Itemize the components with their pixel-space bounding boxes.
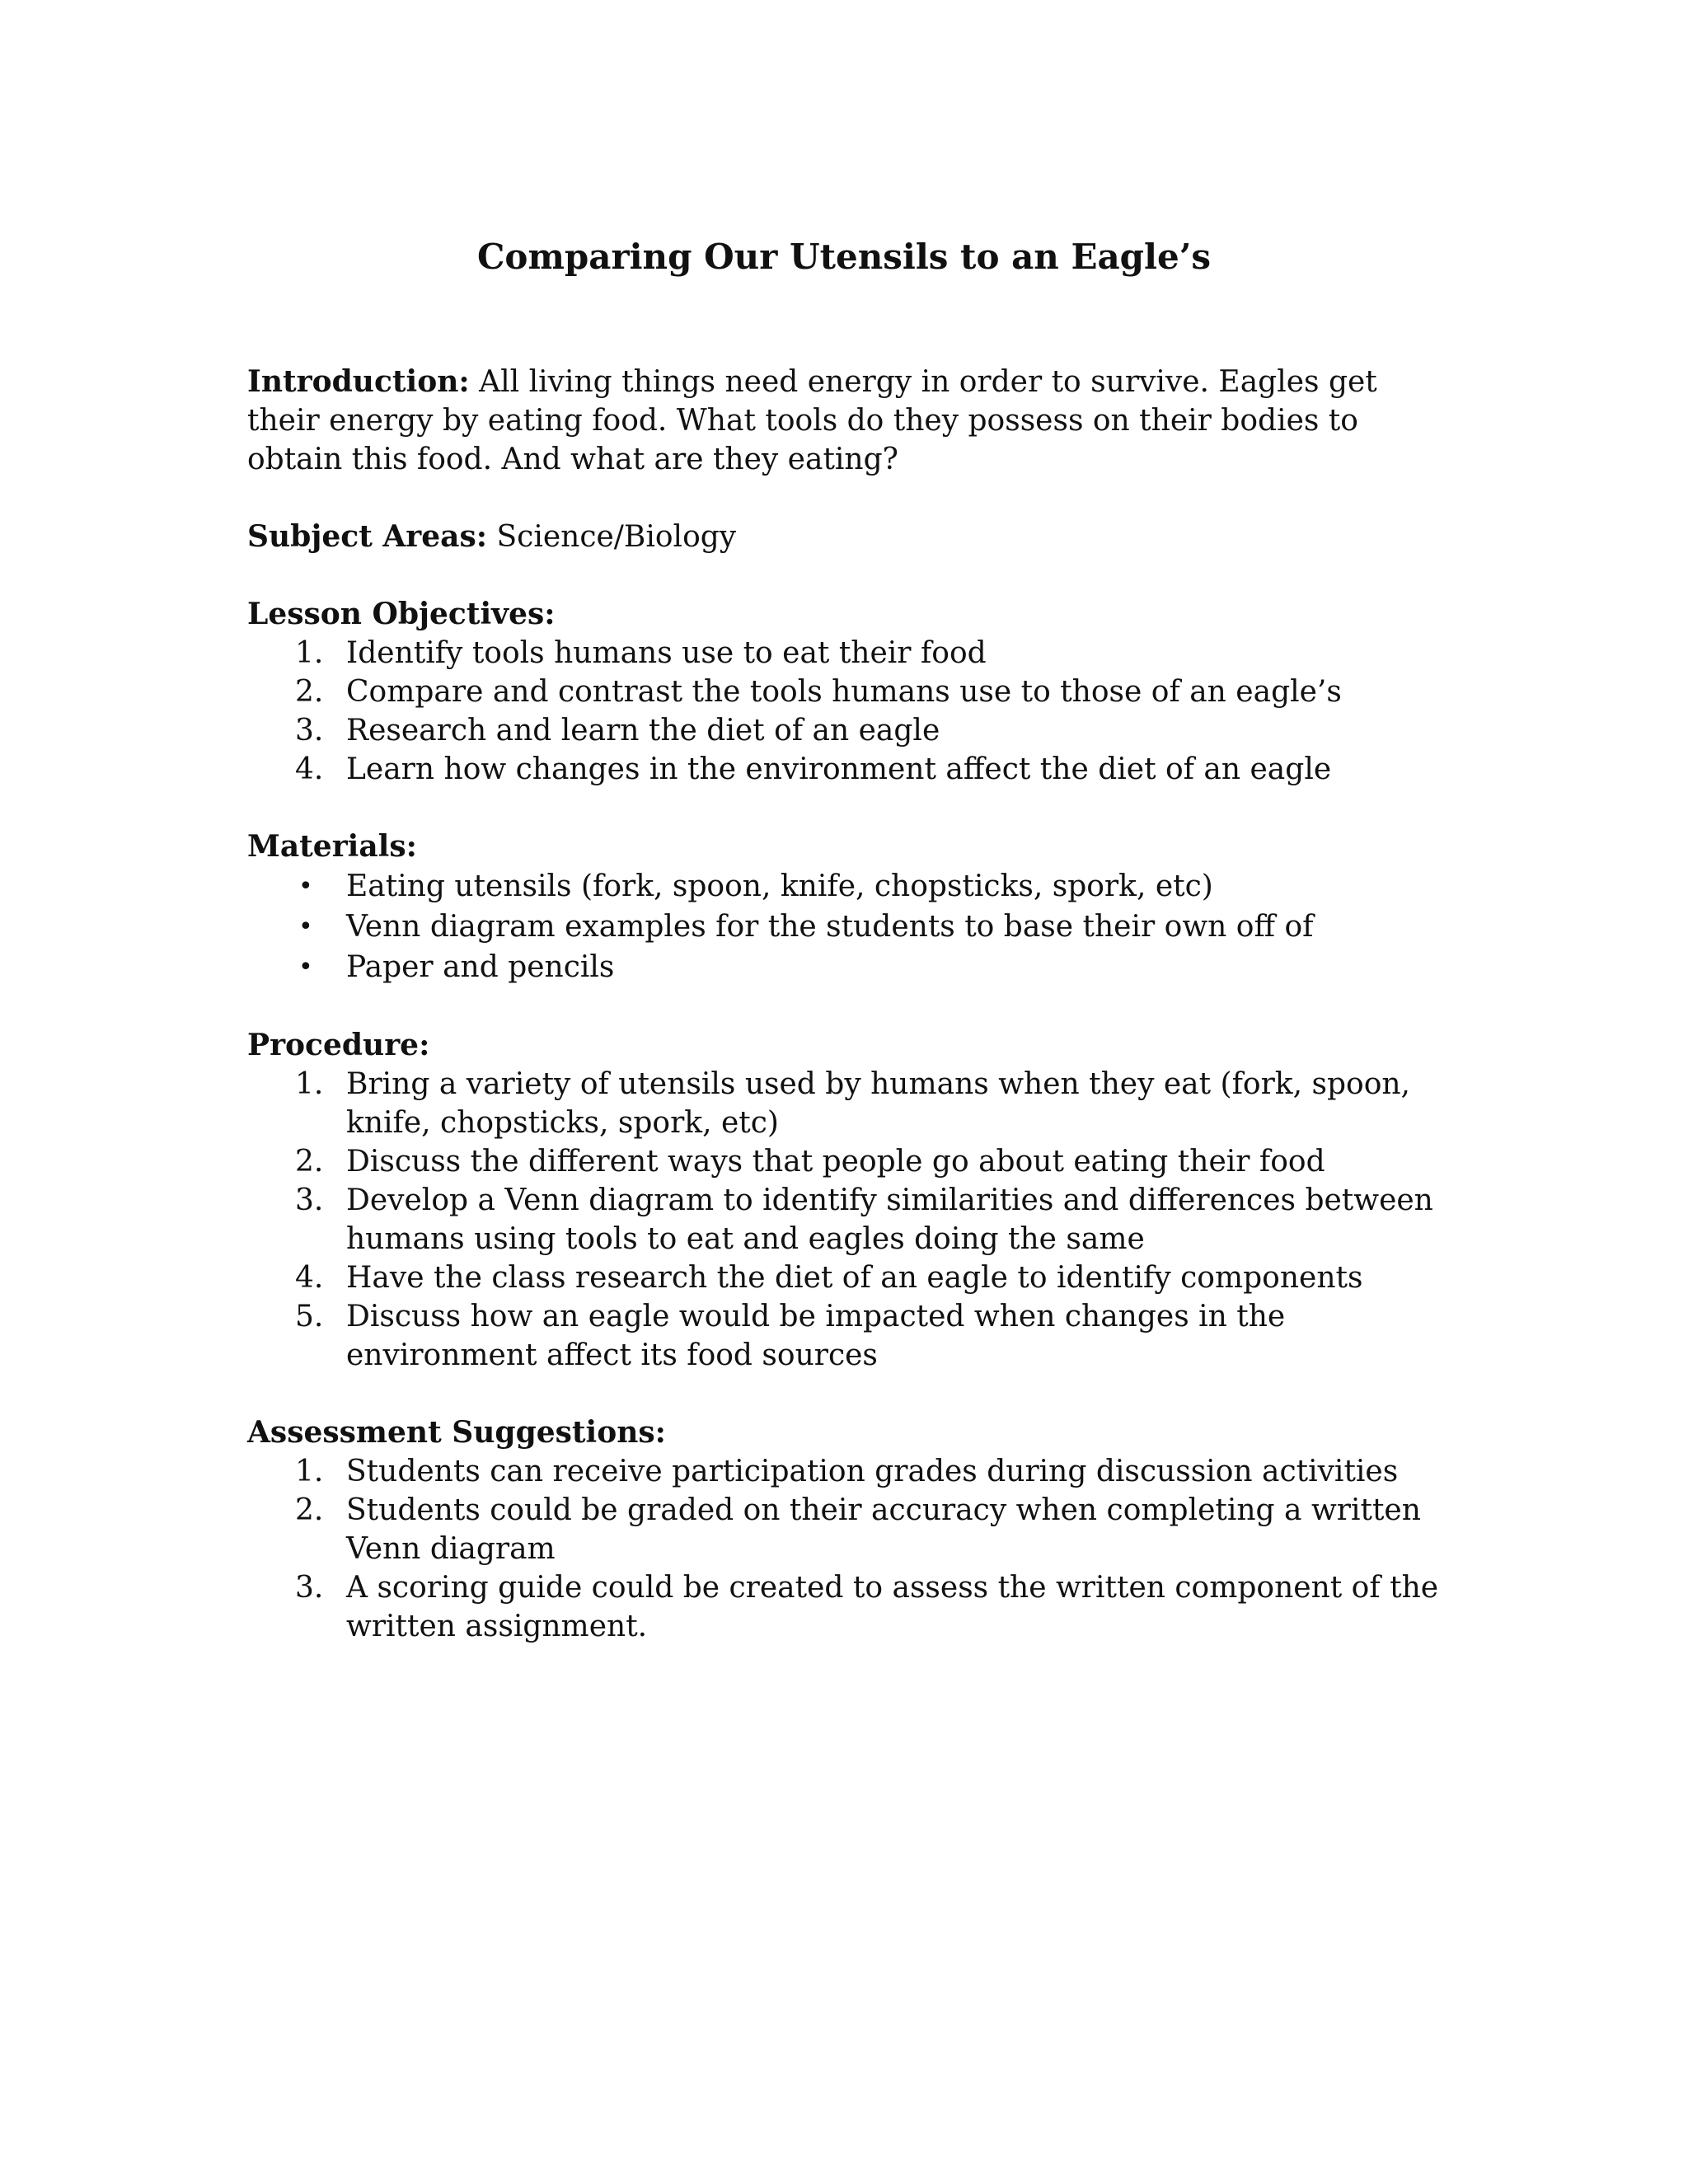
assessment-list [247,1452,1442,1646]
list-number: 2. [295,675,324,709]
lesson-objectives-heading: Lesson Objectives: [247,597,556,631]
list-item [247,1142,1442,1181]
procedure-list [247,1065,1442,1375]
list-number: 4. [295,752,324,786]
document-title: Comparing Our Utensils to an Eagle’s [477,237,1211,277]
subject-areas-label: Subject Areas: [247,519,488,554]
lesson-objectives-section [247,595,1442,789]
list-item-text: Bring a variety of utensils used by humans when they eat (fork, spoon, knife, chopsticks, spork, etc) [346,1067,1410,1140]
list-number: 5. [295,1300,324,1333]
materials-section [247,827,1442,987]
list-item-text: Research and learn the diet of an eagle [346,714,940,748]
materials-heading: Materials: [247,829,417,864]
bullet-icon: • [298,912,313,941]
list-item [247,750,1442,789]
list-item [247,711,1442,750]
list-item [247,1258,1442,1297]
list-item [247,1568,1442,1646]
document-body [247,363,1442,1646]
introduction-paragraph [247,363,1442,479]
list-item-text: Venn diagram examples for the students to base their own off of [346,910,1314,944]
list-item [247,1452,1442,1491]
list-item-text: Eating utensils (fork, spoon, knife, chopsticks, spork, etc) [346,869,1213,903]
subject-areas-paragraph [247,518,1442,556]
list-item [247,634,1442,673]
list-item [247,1065,1442,1142]
subject-areas-text: Science/Biology [487,520,737,554]
list-item-text: Identify tools humans use to eat their food [346,636,987,670]
list-number: 1. [295,1455,324,1488]
list-item [247,1491,1442,1568]
list-item-text: Students could be graded on their accuracy when completing a written Venn diagram [346,1493,1421,1566]
list-item [247,1297,1442,1375]
introduction-text: All living things need energy in order to survive. Eagles get their energy by eating food. What tools do they possess on their bodies to obtain this food. And what are they eating? [247,365,1377,476]
lesson-objectives-list [247,634,1442,789]
list-item-text: Develop a Venn diagram to identify similarities and differences between humans using tools to eat and eagles doing the same [346,1183,1433,1256]
list-item [247,1181,1442,1258]
procedure-section [247,1026,1442,1375]
list-number: 3. [295,714,324,748]
list-item-text: A scoring guide could be created to assess the written component of the written assignment. [346,1571,1439,1643]
list-number: 3. [295,1571,324,1605]
list-number: 1. [295,636,324,670]
list-number: 4. [295,1261,324,1295]
list-item-text: Have the class research the diet of an eagle to identify components [346,1261,1363,1295]
list-item [247,947,1442,987]
list-item-text: Learn how changes in the environment affect the diet of an eagle [346,752,1332,786]
bullet-icon: • [298,953,313,982]
list-item-text: Discuss how an eagle would be impacted when changes in the environment affect its food sources [346,1300,1286,1372]
list-item-text: Discuss the different ways that people go about eating their food [346,1145,1325,1179]
list-item-text: Students can receive participation grades during discussion activities [346,1455,1399,1488]
list-number: 1. [295,1067,324,1101]
list-number: 2. [295,1493,324,1527]
list-item [247,673,1442,711]
assessment-heading: Assessment Suggestions: [247,1415,666,1450]
list-item [247,907,1442,947]
list-number: 2. [295,1145,324,1179]
list-item [247,866,1442,907]
list-item-text: Paper and pencils [346,950,615,984]
introduction-label: Introduction: [247,364,470,399]
list-number: 3. [295,1183,324,1217]
assessment-section [247,1413,1442,1646]
procedure-heading: Procedure: [247,1028,430,1062]
bullet-icon: • [298,872,313,901]
materials-list [247,866,1442,987]
list-item-text: Compare and contrast the tools humans use to those of an eagle’s [346,675,1342,709]
